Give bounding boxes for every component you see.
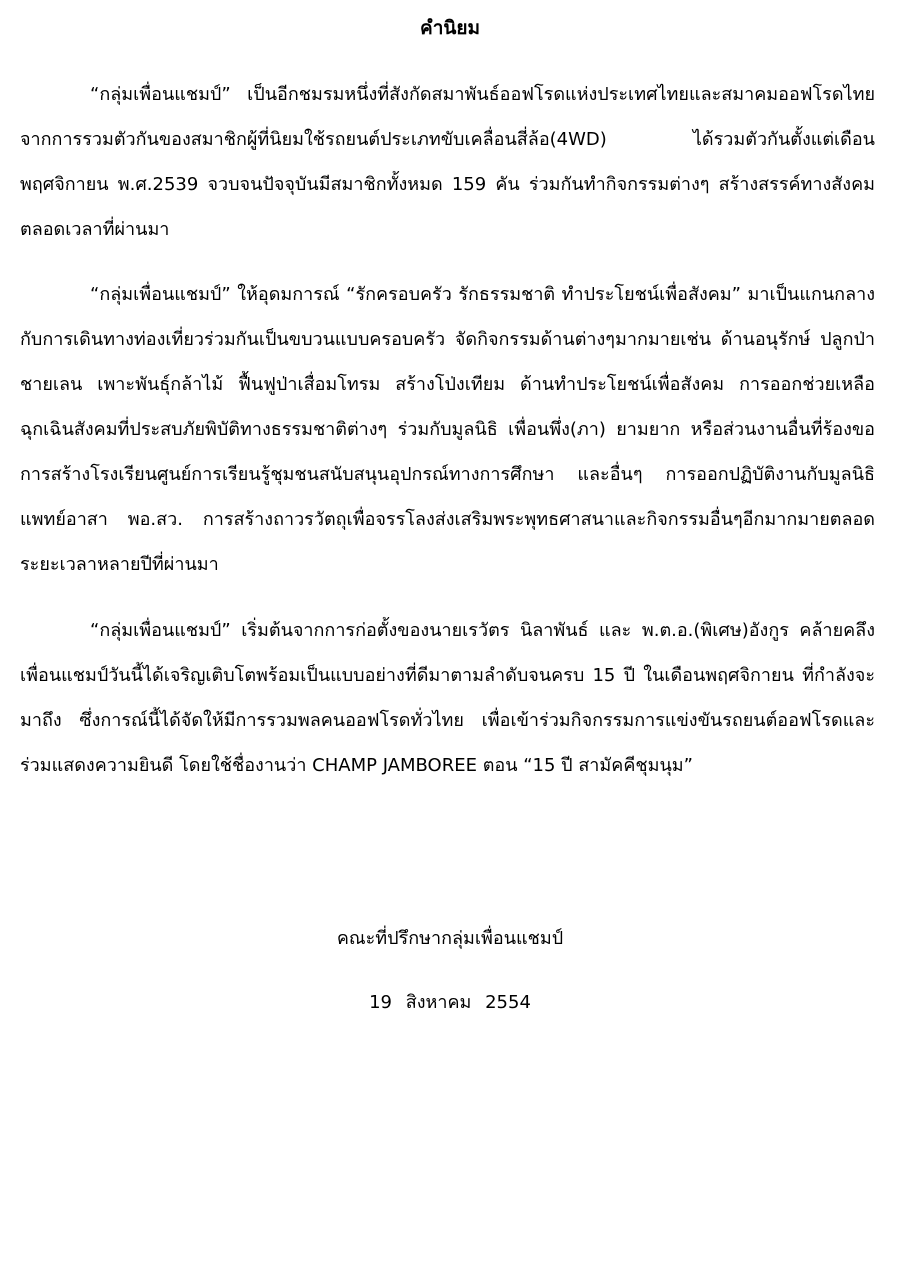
signature-date: 19 สิงหาคม 2554 bbox=[369, 992, 531, 1013]
paragraph-history: “กลุ่มเพื่อนแชมป์” เริ่มต้นจากการก่อตั้งของนายเรวัตร นิลาพันธ์ และ พ.ต.อ.(พิเศษ)อังกูร คล้ายคลึง เพื่อนแชมป์วันนี้ได้เจริญเติบโตพร้อมเป็นแบบอย่างที่ดีมาตามลำดับจนครบ 15 ปี ในเดือนพฤศจิกายน ที่กำลังจะมาถึง ซึ่งการณ์นี้ได้จัดให้มีการรวมพลคนออฟโรดทั่วไทย เพื่อเข้าร่วมกิจกรรมการแข่งขันรถยนต์ออฟโรดและร่วมแสดงความยินดี โดยใช้ชื่องานว่า CHAMP JAMBOREE ตอน “15 ปี สามัคคีชุมนุม” bbox=[20, 620, 875, 776]
document-title: คำนิยม bbox=[419, 17, 481, 39]
paragraph-intro: “กลุ่มเพื่อนแชมป์” เป็นอีกชมรมหนึ่งที่สังกัดสมาพันธ์ออฟโรดแห่งประเทศไทยและสมาคมออฟโรดไทย จากการรวมตัวกันของสมาชิกผู้ที่นิยมใช้รถยนต์ประเภทขับเคลื่อนสี่ล้อ(4WD) ได้รวมตัวกันตั้งแต่เดือนพฤศจิกายน พ.ศ.2539 จวบจนปัจจุบันมีสมาชิกทั้งหมด 159 คัน ร่วมกันทำกิจกรรมต่างๆ สร้างสรรค์ทางสังคมตลอดเวลาที่ผ่านมา bbox=[20, 84, 875, 240]
signature-committee: คณะที่ปรึกษากลุ่มเพื่อนแชมป์ bbox=[336, 928, 564, 949]
paragraph-ideology: “กลุ่มเพื่อนแชมป์” ให้อุดมการณ์ “รักครอบครัว รักธรรมชาติ ทำประโยชน์เพื่อสังคม” มาเป็นแกนกลาง กับการเดินทางท่องเที่ยวร่วมกันเป็นขบวนแบบครอบครัว จัดกิจกรรมด้านต่างๆมากมายเช่น ด้านอนุรักษ์ ปลูกป่าชายเลน เพาะพันธุ์กล้าไม้ ฟื้นฟูป่าเสื่อมโทรม สร้างโป่งเทียม ด้านทำประโยชน์เพื่อสังคม การออกช่วยเหลือฉุกเฉินสังคมที่ประสบภัยพิบัติทางธรรมชาติต่างๆ ร่วมกับมูลนิธิ เพื่อนพึ่ง(ภา) ยามยาก หรือส่วนงานอื่นที่ร้องขอ การสร้างโรงเรียนศูนย์การเรียนรู้ชุมชนสนับสนุนอุปกรณ์ทางการศึกษา และอื่นๆ การออกปฏิบัติงานกับมูลนิธิแพทย์อาสา พอ.สว. การสร้างถาวรวัตถุเพื่อจรรโลงส่งเสริมพระพุทธศาสนาและกิจกรรมอื่นๆอีกมากมายตลอดระยะเวลาหลายปีที่ผ่านมา bbox=[20, 284, 875, 575]
